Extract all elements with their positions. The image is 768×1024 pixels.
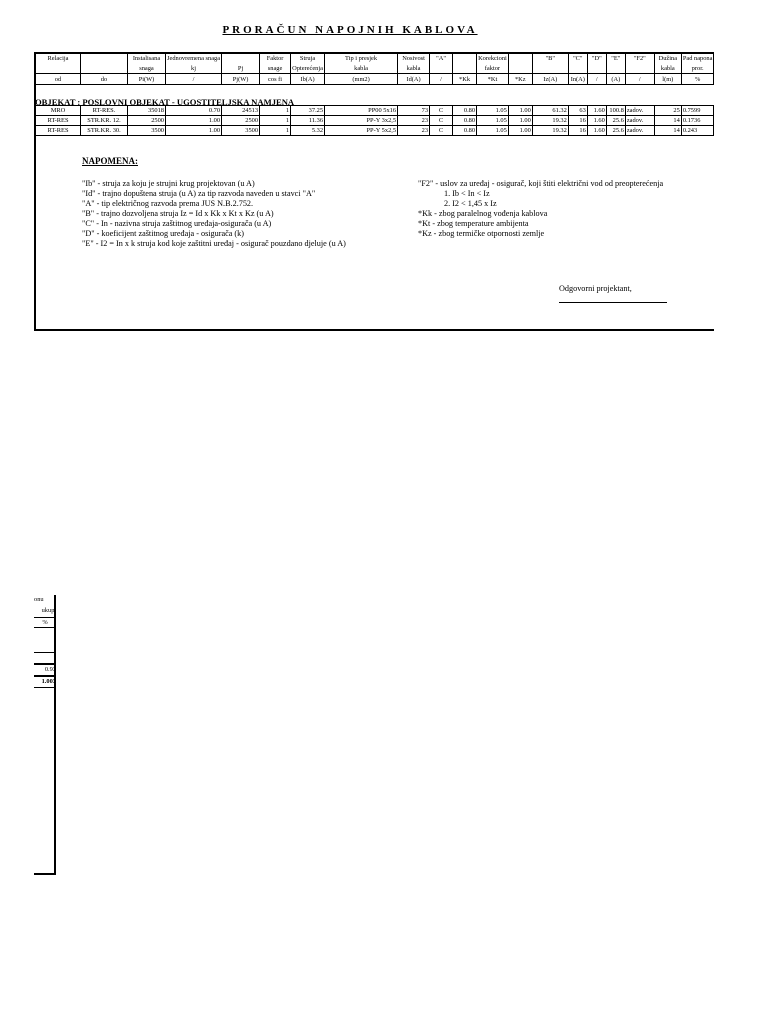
note-line: *Kz - zbog termičke otpornosti zemlje [418,229,545,238]
overflow-column-strip [34,595,56,875]
strip-unit: % [42,619,48,626]
header-cell: kabla [325,63,398,74]
table-cell: 1.00 [508,106,532,116]
strip-header-2: ukup. [41,607,56,614]
header-cell: Pad napona [682,54,713,62]
table-cell: C [430,106,453,116]
table-cell: 1.00 [508,116,532,126]
table-cell: 19.32 [532,116,568,126]
table-cell: 23 [398,116,430,126]
table-cell: 5.32 [291,126,325,136]
header-cell: Instalisana [128,53,166,63]
unit-cell: do [81,74,128,85]
table-cell: 14 [654,126,681,136]
table-cell: MRO [36,106,81,116]
table-cell: 61.32 [532,106,568,116]
table-cell: 0.70 [166,106,222,116]
unit-cell: / [625,74,654,85]
table-cell: 73 [398,106,430,116]
table-cell: 25.6 [606,116,625,126]
notes-left-list [82,179,346,249]
table-cell: 1.00 [166,116,222,126]
header-cell [36,63,81,74]
header-cell: Pj [222,63,260,74]
unit-cell: In(A) [568,74,587,85]
header-cell: "E" [606,53,625,63]
document-title [0,24,700,36]
table-cell: 19.32 [532,126,568,136]
header-cell: kabla [398,63,430,74]
unit-cell: Pj(W) [222,74,260,85]
table-cell: 37.25 [291,106,325,116]
unit-cell: l(m) [654,74,681,85]
unit-cell: (mm2) [325,74,398,85]
header-cell: "C" [568,53,587,63]
header-cell [453,53,477,63]
header-cell [453,63,477,74]
header-cell: "F2" [625,53,654,63]
header-cell: Tip i presjek [325,53,398,63]
table-cell: 11.36 [291,116,325,126]
table-cell: RT-RES [36,126,81,136]
table-cell: 1.05 [477,116,509,126]
note-line: "Id" - trajno dopuštena struja (u A) za tip razvoda naveden u stavci "A" [82,189,316,198]
header-cell: Opterećenja [292,64,323,72]
table-cell: 1.05 [477,126,509,136]
table-cell: 63 [568,106,587,116]
header-cell [625,63,654,74]
header-cell: pror. [681,63,714,74]
header-cell [430,63,453,74]
unit-cell: Iz(A) [532,74,568,85]
table-cell: 1.60 [587,126,606,136]
table-row [36,126,714,136]
note-condition-2: 2. I2 < 1,45 x Iz [444,199,497,208]
unit-cell: cos fi [260,74,291,85]
note-line: "A" - tip električnog razvoda prema JUS N.B.2.752. [82,199,254,208]
header-cell: "D" [587,53,606,63]
note-line: "C" - In - nazivna struja zaštitnog uređaja-osigurača (u A) [82,219,272,228]
document-title-text: PRORAČUN NAPOJNIH KABLOVA [222,24,478,36]
header-cell: kabla [654,63,681,74]
note-line: *Kk - zbog paralelnog vođenja kablova [418,209,548,218]
table-cell: PP-Y 3x2,5 [325,116,398,126]
table-cell: 35018 [128,106,166,116]
table-cell: zadov. [625,116,654,126]
table-cell: 1.05 [477,106,509,116]
header-cell [81,53,128,63]
header-cell [568,63,587,74]
unit-cell: *Kz [508,74,532,85]
header-cell [532,63,568,74]
header-cell: Dužina [654,53,681,63]
table-cell: 1 [260,126,291,136]
header-cell: Korekcioni [478,54,507,62]
unit-cell: / [166,74,222,85]
table-cell: 3500 [128,126,166,136]
note-line: "F2" - uslov za uređaj - osigurač, koji štiti električni vod od preopterećenja [418,179,664,188]
note-line: "Ib" - struja za koju je strujni krug projektovan (u A) [82,179,255,188]
unit-cell: % [681,74,714,85]
table-cell: PP00 5x16 [325,106,398,116]
table-cell: 100.8 [606,106,625,116]
unit-cell: / [587,74,606,85]
table-cell: zadov. [625,126,654,136]
table-cell: STR.KR. 30. [81,126,128,136]
header-cell [508,63,532,74]
strip-value-2: 1.003 [41,678,56,685]
header-cell: kj [166,63,222,74]
header-cell: faktor [477,63,509,74]
table-cell: 0.1736 [681,116,714,126]
table-cell: PP-Y 5x2,5 [325,126,398,136]
header-row [36,53,714,63]
table-cell: STR.KR. 12. [81,116,128,126]
header-cell [606,63,625,74]
header-cell: "A" [430,53,453,63]
header-cell: Struja [291,53,325,63]
unit-cell: *Kt [477,74,509,85]
table-cell: zadov. [625,106,654,116]
header-cell: snage [260,63,291,74]
notes-right-list [418,179,663,239]
table-cell: 1.00 [166,126,222,136]
note-line: "E" - I2 = In x k struja kod koje zaštitni uređaj - osigurač pouzdano djeluje (u A) [82,239,346,248]
header-cell: snaga [128,63,166,74]
strip-header-1: onu [34,596,44,603]
table-cell: 1 [260,116,291,126]
header-row [36,63,714,74]
header-cell: "B" [532,53,568,63]
table-cell: 25 [654,106,681,116]
unit-cell: Id(A) [398,74,430,85]
header-cell [222,53,260,63]
table-cell: 16 [568,116,587,126]
unit-cell: / [430,74,453,85]
header-cell [81,63,128,74]
table-cell: 0.243 [681,126,714,136]
strip-value-1: 0.93 [44,666,56,673]
signature-label: Odgovorni projektant, [559,284,632,293]
header-cell: Faktor [260,53,291,63]
header-cell [508,53,532,63]
header-cell: Jednovremena snaga [167,54,221,62]
table-row [36,116,714,126]
table-cell: C [430,126,453,136]
table-row [36,106,714,116]
unit-cell: od [36,74,81,85]
table-cell: 16 [568,126,587,136]
table-cell: 2500 [222,116,260,126]
section-title: OBJEKAT : POSLOVNI OBJEKAT - UGOSTITELJSKA NAMJENA [35,97,295,107]
unit-cell: (A) [606,74,625,85]
header-cell: Nosivost [398,53,430,63]
unit-cell: *Kk [453,74,477,85]
note-condition-1: 1. Ib < In < Iz [444,189,490,198]
strip-empty-box [34,652,56,664]
table-cell: 0.80 [453,106,477,116]
table-cell: 0.80 [453,126,477,136]
table-cell: 23 [398,126,430,136]
table-cell: 1.60 [587,106,606,116]
table-cell: 1.00 [508,126,532,136]
note-line: "B" - trajno dozvoljena struja Iz = Id x Kk x Kt x Kz (u A) [82,209,274,218]
note-line: *Kt - zbog temperature ambijenta [418,219,529,228]
table-cell: 0.80 [453,116,477,126]
table-cell: 0.7599 [681,106,714,116]
signature-line [559,302,667,303]
header-cell: Relacija [36,53,81,63]
table-cell: C [430,116,453,126]
units-row [36,74,714,85]
table-cell: 3500 [222,126,260,136]
note-line: "D" - koeficijent zaštitnog uređaja - osigurača (k) [82,229,244,238]
table-cell: 14 [654,116,681,126]
table-cell: 25.6 [606,126,625,136]
table-cell: 2500 [128,116,166,126]
table-cell: RT-RES. [81,106,128,116]
note-heading: NAPOMENA: [82,156,138,166]
cable-calculation-table [35,53,714,136]
table-cell: 1.60 [587,116,606,126]
table-cell: RT-RES [36,116,81,126]
table-cell: 24513 [222,106,260,116]
header-cell [587,63,606,74]
table-cell: 1 [260,106,291,116]
unit-cell: Ib(A) [291,74,325,85]
unit-cell: Pi(W) [128,74,166,85]
